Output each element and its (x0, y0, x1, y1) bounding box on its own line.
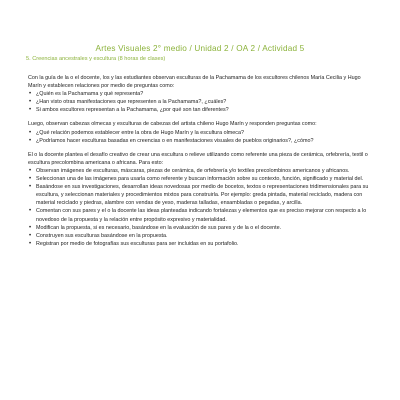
intro-block (28, 74, 372, 114)
list-item: • Registran por medio de fotografías sus esculturas para ser incluidas en su portafolio. (28, 240, 372, 248)
intro-question-list (28, 90, 372, 114)
list-item: • Construyen sus esculturas basándose en la propuesta. (28, 232, 372, 240)
third-block (28, 151, 372, 248)
list-item: • ¿Qué relación podemos establecer entre la obra de Hugo Marín y la escultura olmeca? (28, 129, 372, 137)
list-item: • ¿Han visto otras manifestaciones que representen a la Pachamama?, ¿cuáles? (28, 98, 372, 106)
list-item: • Modifican la propuesta, si es necesario, basándose en la evaluación de sus pares y de la o el docente. (28, 224, 372, 232)
document-body (28, 74, 372, 248)
list-item: • Seleccionan una de las imágenes para usarla como referente y buscan información sobre su contexto, función, significado y material del. (28, 175, 372, 183)
third-paragraph: El o la docente plantea el desafío creativo de crear una escultura o relieve utilizando como referente una pieza de cerámica, orfebrería, textil o escultura precolombina americana o africana. Para esto: (28, 151, 368, 166)
section-title: 5. Creencias ancestrales y escultura (8 horas de clases) (26, 56, 166, 62)
list-item: • ¿Quién es la Pachamama y qué representa? (28, 90, 372, 98)
second-paragraph: Luego, observan cabezas olmecas y esculturas de cabezas del artista chileno Hugo Marín y responden preguntas como: (28, 121, 317, 128)
second-question-list (28, 129, 372, 145)
list-item: • Comentan con sus pares y el o la docente las ideas planteadas indicando fortalezas y elementos que es preciso mejorar con respecto a lo novedoso de la propuesta y la relación entre propósito expresivo y materialidad. (28, 207, 372, 223)
intro-paragraph: Con la guía de la o el docente, los y las estudiantes observan esculturas de la Pachamama de los escultores chilenos María Cecilia y Hugo Marín y establecen relaciones por medio de preguntas como: (28, 75, 361, 90)
second-block (28, 120, 372, 144)
list-item: • Observan imágenes de esculturas, máscaras, piezas de cerámica, de orfebrería y/o textiles precolombinos americanos y africanos. (28, 167, 372, 175)
list-item: • Si ambos escultores representan a la Pachamama, ¿por qué son tan diferentes? (28, 106, 372, 114)
list-item: • Basándose en sus investigaciones, desarrollan ideas novedosas por medio de bocetos, textos o representaciones tridimensionales para su escultura, y seleccionan materiales y procedimientos mixtos para construirla. Por ejemplo: greda pintada, material reciclado, madera con material reciclado y piedras, alambre con vendas de yeso, maderas talladas, ensambladas o pegadas, y arcilla. (28, 183, 372, 207)
steps-list (28, 167, 372, 248)
page-header-title: Artes Visuales 2° medio / Unidad 2 / OA 2 / Actividad 5 (95, 44, 305, 53)
list-item: • ¿Podríamos hacer esculturas basadas en creencias o en manifestaciones visuales de pueblos originarios?, ¿cómo? (28, 137, 372, 145)
